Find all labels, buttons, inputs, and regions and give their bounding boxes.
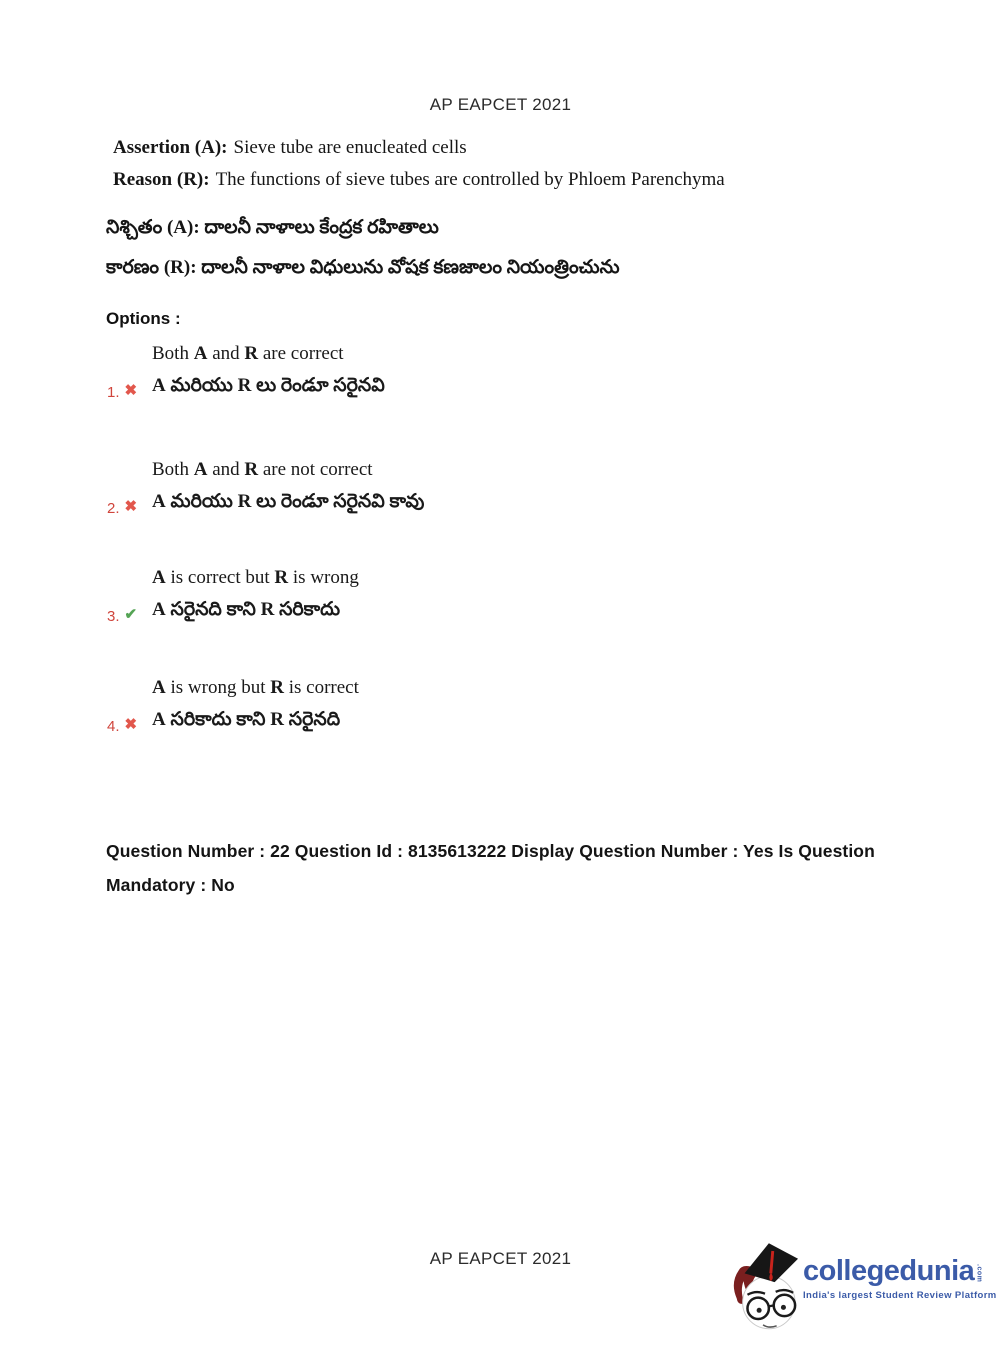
assertion-label: Assertion (A): [113,137,228,158]
option-3-marker [107,607,137,625]
collegedunia-mascot-icon [729,1238,799,1337]
reason-line-telugu: కారణం (R): దాలనీ నాళాల విధులును వోషక కణజాలం నియంత్రించును [106,257,620,278]
assertion-text: Sieve tube are enucleated cells [233,137,467,158]
option-row-2 [107,459,424,517]
question-meta-line-2: Mandatory : No [106,875,235,895]
question-meta [106,834,916,902]
option-3-number: 3. [107,608,120,625]
wrong-mark-icon: ✖ [124,498,138,515]
collegedunia-brand-text: collegedunia [803,1255,975,1287]
question-meta-line-1: Question Number : 22 Question Id : 8135613222 Display Question Number : Yes Is Question [106,841,875,861]
collegedunia-logo [729,1238,997,1332]
option-2-text-en: Both A and R are not correct [152,459,373,480]
option-4-text-en: A is wrong but R is correct [152,677,359,698]
options-heading: Options : [106,309,181,328]
option-4-text-telugu: A సరికాదు కాని R సరైనది [152,709,341,730]
option-row-4 [107,677,359,735]
page-title: AP EAPCET 2021 [429,95,572,114]
option-2-text-telugu: A మరియు R లు రెండూ సరైనవి కావు [152,491,425,512]
wrong-mark-icon: ✖ [124,716,138,733]
option-1-number: 1. [107,384,120,401]
collegedunia-tagline: India's largest Student Review Platform [803,1290,997,1301]
option-2-marker [107,499,137,517]
footer-title: AP EAPCET 2021 [429,1249,572,1268]
option-1-text-en: Both A and R are correct [152,343,344,364]
option-1-text-telugu: A మరియు R లు రెండూ సరైనవి [152,375,385,396]
reason-text: The functions of sieve tubes are controlled by Phloem Parenchyma [215,169,725,190]
reason-label: Reason (R): [113,169,210,190]
option-row-1 [107,343,385,401]
reason-line-en [113,169,725,191]
assertion-line-en [113,137,467,159]
option-1-marker [107,383,137,401]
wrong-mark-icon: ✖ [124,382,138,399]
check-mark-icon: ✔ [124,606,138,623]
collegedunia-domain-text: .com [975,1264,983,1283]
option-4-marker [107,717,137,735]
option-3-text-telugu: A సరైనది కాని R సరికాదు [152,599,341,620]
option-3-text-en: A is correct but R is wrong [152,567,359,588]
option-4-number: 4. [107,718,120,735]
option-row-3 [107,567,359,625]
option-2-number: 2. [107,500,120,517]
assertion-line-telugu: నిశ్చితం (A): దాలనీ నాళాలు కేంద్రక రహితాలు [106,217,439,238]
